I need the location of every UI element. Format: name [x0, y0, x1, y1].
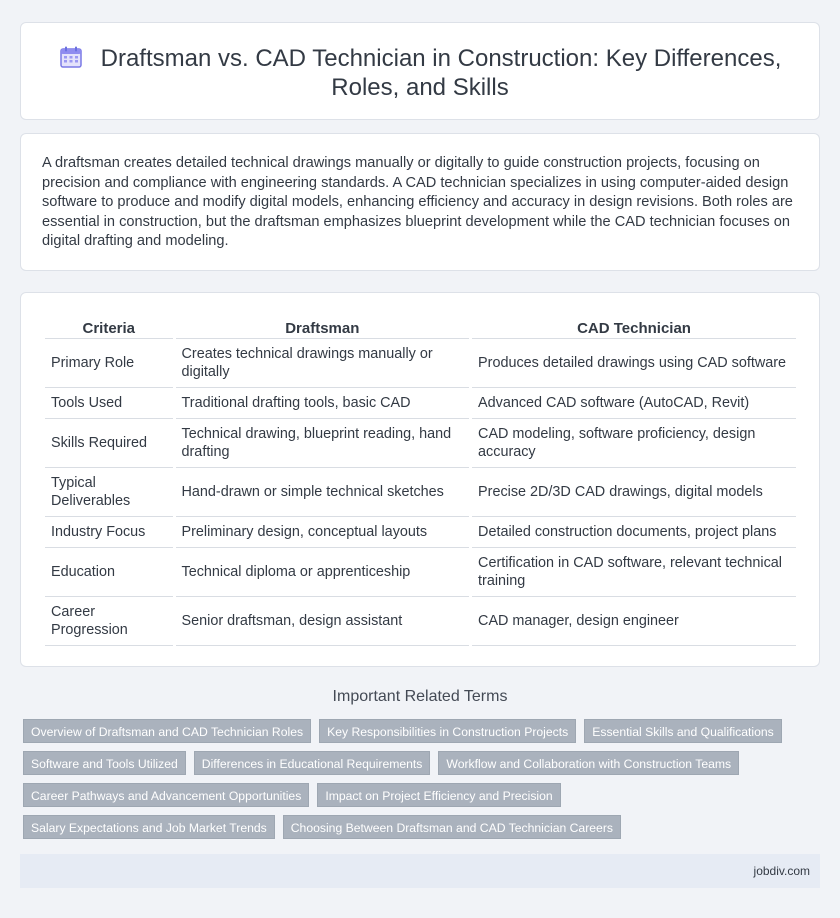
table-header-row — [45, 313, 796, 339]
table-row — [45, 597, 796, 646]
related-term-tag[interactable]: Differences in Educational Requirements — [194, 751, 431, 775]
related-term-tag[interactable]: Overview of Draftsman and CAD Technician Roles — [23, 719, 311, 743]
comparison-table — [42, 313, 799, 646]
comparison-card — [20, 292, 820, 667]
related-term-tag[interactable]: Essential Skills and Qualifications — [584, 719, 782, 743]
row-cad-technician: Produces detailed drawings using CAD software — [472, 339, 796, 388]
row-criteria: Skills Required — [45, 419, 173, 468]
header-card — [20, 22, 820, 120]
row-draftsman: Technical diploma or apprenticeship — [176, 548, 470, 597]
row-cad-technician: CAD modeling, software proficiency, design accuracy — [472, 419, 796, 468]
row-cad-technician: CAD manager, design engineer — [472, 597, 796, 646]
related-term-tag[interactable]: Career Pathways and Advancement Opportunities — [23, 783, 309, 807]
related-terms-tags — [23, 719, 813, 847]
table-row — [45, 388, 796, 419]
intro-card — [20, 133, 820, 271]
calendar-icon — [59, 45, 83, 69]
row-draftsman: Creates technical drawings manually or digitally — [176, 339, 470, 388]
row-criteria: Industry Focus — [45, 517, 173, 548]
row-draftsman: Preliminary design, conceptual layouts — [176, 517, 470, 548]
header-criteria: Criteria — [45, 313, 173, 339]
related-terms-title: Important Related Terms — [332, 688, 508, 705]
page-title: Draftsman vs. CAD Technician in Construction: Key Differences, Roles, and Skills — [100, 45, 782, 101]
related-term-tag[interactable]: Key Responsibilities in Construction Projects — [319, 719, 576, 743]
row-criteria: Education — [45, 548, 173, 597]
header-draftsman: Draftsman — [176, 313, 470, 339]
intro-text: A draftsman creates detailed technical drawings manually or digitally to guide construction projects, focusing on precision and compliance with engineering standards. A CAD technician specializes in using computer-aided design software to produce and modify digital models, enhancing efficiency and accuracy in design revisions. Both roles are essential in construction, but the draftsman emphasizes blueprint development while the CAD technician focuses on digital drafting and modeling. — [42, 155, 793, 250]
header-cad-technician: CAD Technician — [472, 313, 796, 339]
row-cad-technician: Advanced CAD software (AutoCAD, Revit) — [472, 388, 796, 419]
related-term-tag[interactable]: Choosing Between Draftsman and CAD Technician Careers — [283, 815, 621, 839]
related-term-tag[interactable]: Workflow and Collaboration with Construction Teams — [438, 751, 739, 775]
row-draftsman: Traditional drafting tools, basic CAD — [176, 388, 470, 419]
table-row — [45, 517, 796, 548]
table-row — [45, 419, 796, 468]
row-draftsman: Hand-drawn or simple technical sketches — [176, 468, 470, 517]
row-criteria: Primary Role — [45, 339, 173, 388]
table-row — [45, 548, 796, 597]
row-cad-technician: Certification in CAD software, relevant technical training — [472, 548, 796, 597]
row-draftsman: Technical drawing, blueprint reading, hand drafting — [176, 419, 470, 468]
related-term-tag[interactable]: Salary Expectations and Job Market Trends — [23, 815, 275, 839]
row-criteria: Typical Deliverables — [45, 468, 173, 517]
row-draftsman: Senior draftsman, design assistant — [176, 597, 470, 646]
footer-bar — [20, 854, 820, 888]
table-row — [45, 339, 796, 388]
row-cad-technician: Precise 2D/3D CAD drawings, digital models — [472, 468, 796, 517]
row-criteria: Career Progression — [45, 597, 173, 646]
row-criteria: Tools Used — [45, 388, 173, 419]
footer-site-link[interactable]: jobdiv.com — [753, 864, 810, 878]
row-cad-technician: Detailed construction documents, project plans — [472, 517, 796, 548]
page-title-wrap — [21, 44, 819, 102]
related-term-tag[interactable]: Software and Tools Utilized — [23, 751, 186, 775]
table-row — [45, 468, 796, 517]
related-term-tag[interactable]: Impact on Project Efficiency and Precision — [317, 783, 560, 807]
